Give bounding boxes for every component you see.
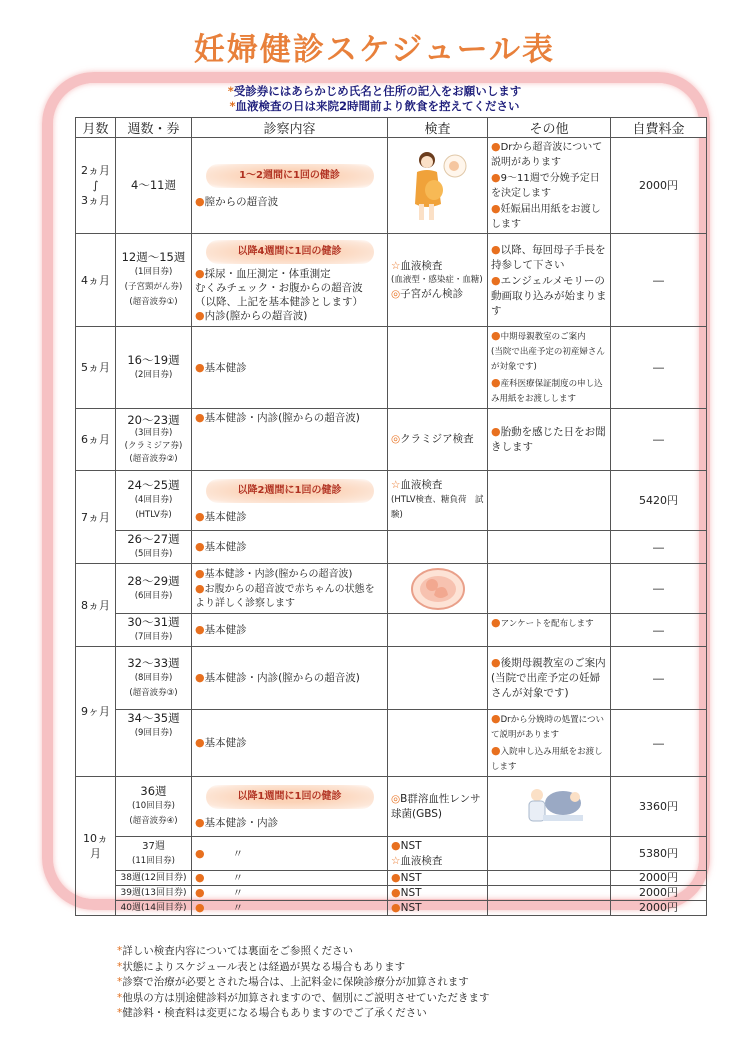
test-cell — [388, 327, 488, 409]
exam-cell: ● 〃 — [192, 886, 388, 901]
bullet-icon: ● — [491, 273, 501, 287]
month-cell: 8ヵ月 — [76, 564, 116, 647]
header-fee: 自費料金 — [611, 118, 707, 138]
exam-cell: ●基本健診・内診(膣からの超音波) ●お腹からの超音波で赤ちゃんの状態をより詳しく診察します — [192, 564, 388, 614]
month-cell: 4ヵ月 — [76, 234, 116, 327]
week-cell: 30～31週 (7回目券) — [116, 614, 192, 647]
bullet-icon: ● — [491, 425, 501, 438]
fee-cell: ― — [611, 564, 707, 614]
week-cell: 37週 (11回目券) — [116, 837, 192, 871]
other-cell: ●Drから超音波について説明があります ●9～11週で分娩予定日を決定します ●妊娠届出用紙をお渡しします — [488, 138, 611, 234]
other-cell: ●Drから分娩時の処置について説明があります ●入院申し込み用紙をお渡しします — [488, 710, 611, 777]
other-cell: ●胎動を感じた日をお聞きします — [488, 409, 611, 471]
frequency-badge: 以降1週間に1回の健診 — [206, 785, 374, 809]
test-cell — [388, 531, 488, 564]
bullet-icon: ● — [195, 509, 205, 523]
week-cell: 36週 (10回目券) (超音波券④) — [116, 777, 192, 837]
star-icon: ☆ — [391, 855, 401, 867]
footer-note: *健診料・検査料は変更になる場合もありますのでご了承ください — [117, 1007, 427, 1019]
bullet-icon: ● — [491, 202, 501, 215]
fetus-illustration — [410, 567, 466, 611]
bullet-icon: ● — [391, 871, 401, 884]
fee-cell: 2000円 — [611, 138, 707, 234]
fee-cell: ― — [611, 614, 707, 647]
notice-line: *受診券にはあらかじめ氏名と住所の記入をお願いします — [227, 84, 522, 98]
test-cell — [388, 564, 488, 614]
fee-cell: ― — [611, 234, 707, 327]
header-week: 週数・券 — [116, 118, 192, 138]
test-cell: ☆血液検査 (血液型・感染症・血糖) ◎子宮がん検診 — [388, 234, 488, 327]
bullet-icon: ● — [195, 736, 205, 749]
test-cell: ●NST — [388, 901, 488, 916]
bullet-icon: ● — [491, 171, 501, 184]
table-row — [76, 138, 707, 234]
bullet-icon: ● — [195, 566, 205, 580]
other-cell — [488, 777, 611, 837]
bullet-icon: ● — [195, 266, 205, 280]
other-cell — [488, 531, 611, 564]
bullet-icon: ● — [391, 886, 401, 899]
examination-illustration — [509, 785, 589, 829]
bullet-icon: ● — [195, 671, 205, 684]
month-cell: 5ヵ月 — [76, 327, 116, 409]
fee-cell: ― — [611, 409, 707, 471]
table-row — [76, 234, 707, 327]
other-cell — [488, 886, 611, 901]
bullet-icon: ● — [195, 411, 205, 424]
bullet-icon: ● — [491, 616, 501, 629]
week-cell: 24～25週 (4回目券) (HTLV券) — [116, 471, 192, 531]
star-icon: ☆ — [391, 479, 401, 491]
month-cell: 9ヶ月 — [76, 647, 116, 777]
double-circle-icon: ◎ — [391, 433, 401, 445]
table-row — [76, 901, 707, 916]
table-row — [76, 614, 707, 647]
table-row — [76, 327, 707, 409]
test-cell — [388, 710, 488, 777]
week-cell: 20～23週 (3回目券) (クラミジア券) (超音波券②) — [116, 409, 192, 471]
other-cell — [488, 871, 611, 886]
exam-cell: ● 〃 — [192, 837, 388, 871]
exam-cell: ● 〃 — [192, 871, 388, 886]
week-cell: 40週(14回目券) — [116, 901, 192, 916]
table-row — [76, 886, 707, 901]
table-row — [76, 710, 707, 777]
fee-cell: 2000円 — [611, 871, 707, 886]
test-cell: ●NST — [388, 886, 488, 901]
bullet-icon: ● — [195, 871, 205, 884]
exam-cell: 1～2週間に1回の健診 ●膣からの超音波 — [192, 138, 388, 234]
month-cell: 7ヵ月 — [76, 471, 116, 564]
page-title: 妊婦健診スケジュール表 — [193, 32, 556, 68]
double-circle-icon: ◎ — [391, 288, 401, 300]
table-row — [76, 564, 707, 614]
bullet-icon: ● — [491, 140, 501, 153]
other-cell — [488, 837, 611, 871]
other-cell: ●以降、毎回母子手長を持参して下さい ●エンジェルメモリーの動画取り込みが始まります — [488, 234, 611, 327]
notices — [0, 84, 749, 114]
table-row — [76, 531, 707, 564]
fee-cell: ― — [611, 327, 707, 409]
bullet-icon: ● — [491, 712, 501, 725]
month-cell: 2ヵ月 ∫ 3ヵ月 — [76, 138, 116, 234]
bullet-icon: ● — [491, 242, 501, 256]
exam-cell: 以降2週間に1回の健診 ●基本健診 — [192, 471, 388, 531]
bullet-icon: ● — [195, 815, 205, 829]
exam-cell: ●基本健診 — [192, 614, 388, 647]
test-cell — [388, 614, 488, 647]
footer-note: *詳しい検査内容については裏面をご参照ください — [117, 945, 354, 957]
exam-cell: ●基本健診 — [192, 710, 388, 777]
bullet-icon: ● — [195, 901, 205, 914]
pregnant-woman-illustration — [407, 146, 469, 226]
fee-cell: 5380円 — [611, 837, 707, 871]
test-cell — [388, 138, 488, 234]
exam-cell: 以降1週間に1回の健診 ●基本健診・内診 — [192, 777, 388, 837]
week-cell: 4～11週 — [116, 138, 192, 234]
schedule-table — [75, 117, 707, 916]
exam-cell: ●基本健診 — [192, 327, 388, 409]
double-circle-icon: ◎ — [391, 792, 401, 805]
week-cell: 16～19週 (2回目券) — [116, 327, 192, 409]
test-cell: ☆血液検査 (HTLV検査、糖負荷 試験) — [388, 471, 488, 531]
bullet-icon: ● — [491, 376, 501, 389]
bullet-icon: ● — [491, 329, 501, 342]
bullet-icon: ● — [491, 656, 501, 669]
week-cell: 28～29週 (6回目券) — [116, 564, 192, 614]
fee-cell: 2000円 — [611, 901, 707, 916]
bullet-icon: ● — [195, 194, 205, 208]
week-cell: 39週(13回目券) — [116, 886, 192, 901]
other-cell — [488, 471, 611, 531]
bullet-icon: ● — [195, 846, 205, 860]
fee-cell: 5420円 — [611, 471, 707, 531]
table-row — [76, 777, 707, 837]
exam-cell: ● 〃 — [192, 901, 388, 916]
table-row — [76, 871, 707, 886]
exam-cell: ●基本健診・内診(膣からの超音波) — [192, 409, 388, 471]
star-icon: ☆ — [391, 260, 401, 272]
exam-cell: 以降4週間に1回の健診 ●採尿・血圧測定・体重測定 むくみチェック・お腹からの超音波 （以降、上記を基本健診とします） ●内診(膣からの超音波) — [192, 234, 388, 327]
exam-cell: ●基本健診・内診(膣からの超音波) — [192, 647, 388, 710]
header-test: 検査 — [388, 118, 488, 138]
fee-cell: 2000円 — [611, 886, 707, 901]
other-cell: ●後期母親教室のご案内(当院で出産予定の妊婦さんが対象です) — [488, 647, 611, 710]
bullet-icon: ● — [391, 901, 401, 914]
month-cell: 10ヵ月 — [76, 777, 116, 916]
month-cell: 6ヵ月 — [76, 409, 116, 471]
bullet-icon: ● — [195, 308, 205, 322]
other-cell — [488, 564, 611, 614]
frequency-badge: 以降4週間に1回の健診 — [206, 240, 374, 264]
exam-cell: ●基本健診 — [192, 531, 388, 564]
test-cell: ●NST ☆血液検査 — [388, 837, 488, 871]
table-row — [76, 409, 707, 471]
footer-note: *他県の方は別途健診料が加算されますので、個別にご説明させていただきます — [117, 991, 490, 1004]
bullet-icon: ● — [195, 540, 205, 553]
header-other: その他 — [488, 118, 611, 138]
bullet-icon: ● — [195, 886, 205, 899]
fee-cell: ― — [611, 710, 707, 777]
footer-note: *診察で治療が必要とされた場合は、上記料金に保険診療分が加算されます — [117, 976, 469, 988]
test-cell — [388, 647, 488, 710]
bullet-icon: ● — [195, 623, 205, 636]
header-row — [76, 118, 707, 138]
table-row — [76, 837, 707, 871]
header-exam: 診察内容 — [192, 118, 388, 138]
footer-notes — [117, 944, 490, 1022]
bullet-icon: ● — [195, 581, 205, 595]
bullet-icon: ● — [391, 839, 401, 852]
frequency-badge: 以降2週間に1回の健診 — [206, 479, 374, 503]
other-cell: ●中期母親教室のご案内 (当院で出産予定の初産婦さんが対象です) ●産科医療保証制度の申し込み用紙をお渡しします — [488, 327, 611, 409]
week-cell: 38週(12回目券) — [116, 871, 192, 886]
table-row — [76, 471, 707, 531]
header-month: 月数 — [76, 118, 116, 138]
test-cell: ◎B群溶血性レンサ球菌(GBS) — [388, 777, 488, 837]
week-cell: 26～27週 (5回目券) — [116, 531, 192, 564]
week-cell: 32～33週 (8回目券) (超音波券③) — [116, 647, 192, 710]
test-cell: ●NST — [388, 871, 488, 886]
fee-cell: ― — [611, 647, 707, 710]
bullet-icon: ● — [195, 360, 205, 374]
week-cell: 12週～15週 (1回目券) (子宮頸がん券) (超音波券①) — [116, 234, 192, 327]
fee-cell: ― — [611, 531, 707, 564]
other-cell — [488, 901, 611, 916]
fee-cell: 3360円 — [611, 777, 707, 837]
week-cell: 34～35週 (9回目券) — [116, 710, 192, 777]
test-cell: ◎クラミジア検査 — [388, 409, 488, 471]
frequency-badge: 1～2週間に1回の健診 — [206, 164, 374, 188]
footer-note: *状態によりスケジュール表とは経過が異なる場合もあります — [117, 960, 406, 973]
bullet-icon: ● — [491, 744, 501, 757]
table-row — [76, 647, 707, 710]
other-cell: ●アンケートを配布します — [488, 614, 611, 647]
notice-line: *血液検査の日は来院2時間前より飲食を控えてください — [229, 99, 520, 113]
